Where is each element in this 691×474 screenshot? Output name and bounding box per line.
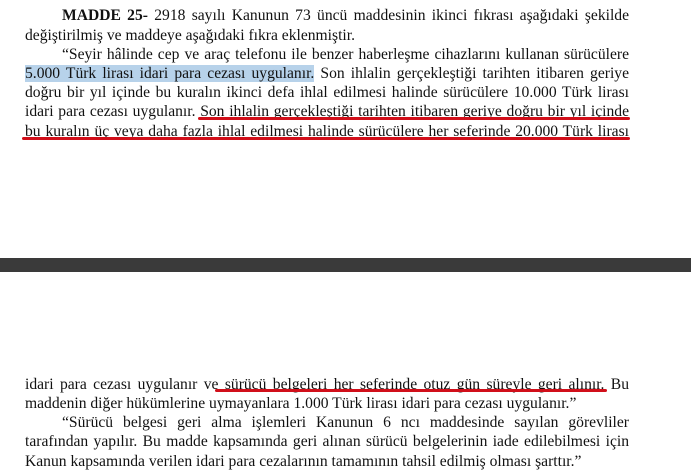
article-intro: 2918 sayılı Kanunun 73 üncü maddesinin ikinci fıkrası aşağıdaki şekilde	[147, 7, 630, 24]
highlighted-line	[25, 64, 629, 84]
red-underline	[215, 389, 607, 392]
text-line: Kanun kapsamında verilen idari para cezalarının tamamının tahsil edilmiş olması şarttır.”	[25, 453, 582, 470]
text-span: Son ihlalin gerçekleştiği tarihten itibaren geriye	[314, 65, 629, 82]
text-line: idari para cezası uygulanır ve sürücü belgeleri her seferinde otuz gün süreyle geri alınır. Bu	[25, 376, 629, 393]
highlighted-text: 5.000 Türk lirası idari para cezası uygulanır.	[25, 65, 315, 82]
text-line: idari para cezası uygulanır. Son ihlalin gerçekleştiği tarihten itibaren geriye doğru bir yıl içinde	[25, 103, 629, 120]
document-bottom-section	[0, 272, 691, 474]
red-underline	[198, 117, 630, 120]
article-heading-line	[62, 6, 629, 26]
quote-line: “Sürücü belgesi geri alma işlemleri Kanunun 6 ncı maddesinde sayılan görevliler	[62, 414, 629, 431]
text-line: bu kuralın üç veya daha fazla ihlal edilmesi halinde sürücülere her seferinde 20.000 Türk lirası	[25, 123, 629, 140]
page-break-divider	[0, 258, 691, 272]
text-line: doğru bir yıl içinde bu kuralın ikinci defa ihlal edilmesi halinde sürücülere 10.000 Türk lirası	[25, 84, 629, 101]
red-underline	[22, 137, 630, 140]
article-number: MADDE 25-	[62, 7, 148, 24]
text-line: maddenin diğer hükümlerine uymayanlara 1.000 Türk lirası idari para cezası uygulanır.”	[25, 395, 577, 412]
text-line: tarafından yapılır. Bu madde kapsamında geri alınan sürücü belgelerinin iade edilebilmesi için	[25, 433, 629, 450]
text-line: değiştirilmiş ve maddeye aşağıdaki fıkra eklenmiştir.	[25, 27, 355, 44]
quote-line: “Seyir hâlinde cep ve araç telefonu ile benzer haberleşme cihazlarını kullanan sürücülere	[62, 46, 629, 63]
